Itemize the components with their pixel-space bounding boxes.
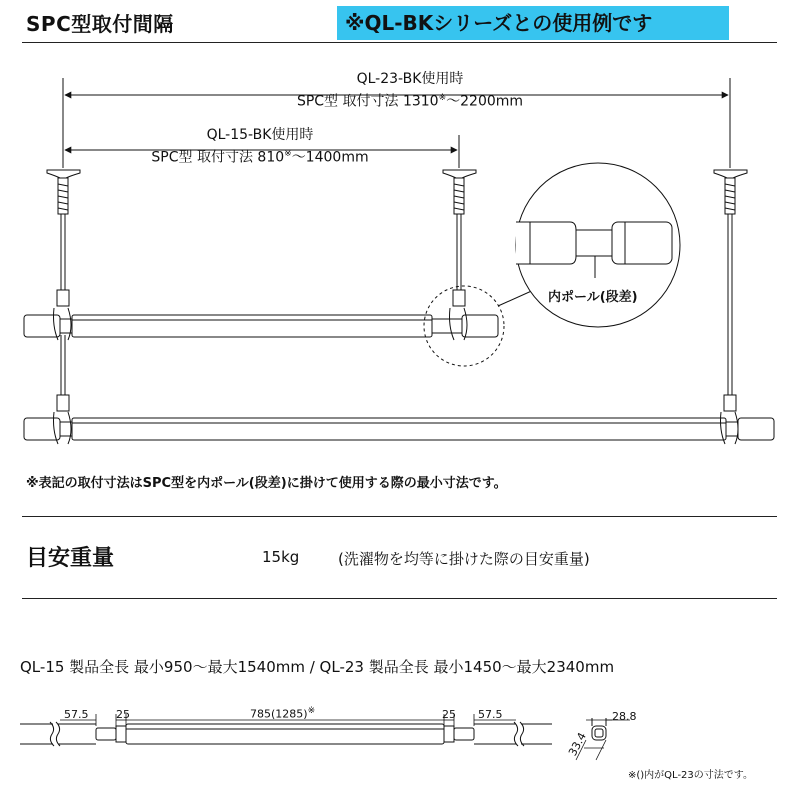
- asterisk-mark: ※: [438, 93, 447, 103]
- ceiling-mount-right: [714, 170, 747, 214]
- section-title-weight: 目安重量: [26, 546, 115, 571]
- dimension-ql15-max: ～1400mm: [291, 149, 369, 166]
- dim-joint-left: 25: [116, 708, 130, 721]
- dim-end-right: 57.5: [478, 708, 503, 721]
- dim-end-left: 57.5: [64, 708, 89, 721]
- dimension-ql23-min: SPC型 取付寸法 1310: [296, 93, 439, 110]
- dimension-ql23-max: ～2200mm: [446, 93, 524, 110]
- dimension-ql15-model: QL-15-BK使用時: [206, 127, 314, 143]
- usage-example-banner: ※QL-BKシリーズとの使用例です: [337, 6, 729, 40]
- dim-center: [250, 706, 315, 721]
- bottom-footnote: ※()内がQL-23の寸法です。: [628, 770, 753, 781]
- weight-note: (洗濯物を均等に掛けた際の目安重量): [338, 550, 590, 568]
- ceiling-mount-middle: [443, 170, 476, 214]
- asterisk-mark: ※: [307, 706, 316, 716]
- section-title-mounting-spacing: SPC型取付間隔: [26, 12, 174, 36]
- dimension-ql23-model: QL-23-BK使用時: [356, 71, 464, 87]
- pole-lower: [24, 412, 774, 444]
- mounting-footnote: ※表記の取付寸法はSPC型を内ポール(段差)に掛けて使用する際の最小寸法です。: [26, 476, 507, 491]
- dim-section-height: 33.4: [566, 730, 589, 759]
- ceiling-mount-left: [47, 170, 80, 214]
- dim-center-value: 785(1285): [250, 707, 308, 721]
- product-length-spec: QL-15 製品全長 最小950～最大1540mm / QL-23 製品全長 最小1450～最大2340mm: [20, 658, 615, 676]
- dimension-ql15-min: SPC型 取付寸法 810: [151, 149, 285, 166]
- dim-joint-right: 25: [442, 708, 456, 721]
- inner-pole-label: 内ポール(段差): [548, 290, 638, 305]
- pole-upper: [24, 308, 498, 340]
- weight-value: 15kg: [262, 548, 300, 566]
- divider: [22, 598, 777, 599]
- dim-section-width: 28.8: [612, 710, 637, 723]
- asterisk-mark: ※: [284, 149, 292, 159]
- divider: [22, 516, 777, 517]
